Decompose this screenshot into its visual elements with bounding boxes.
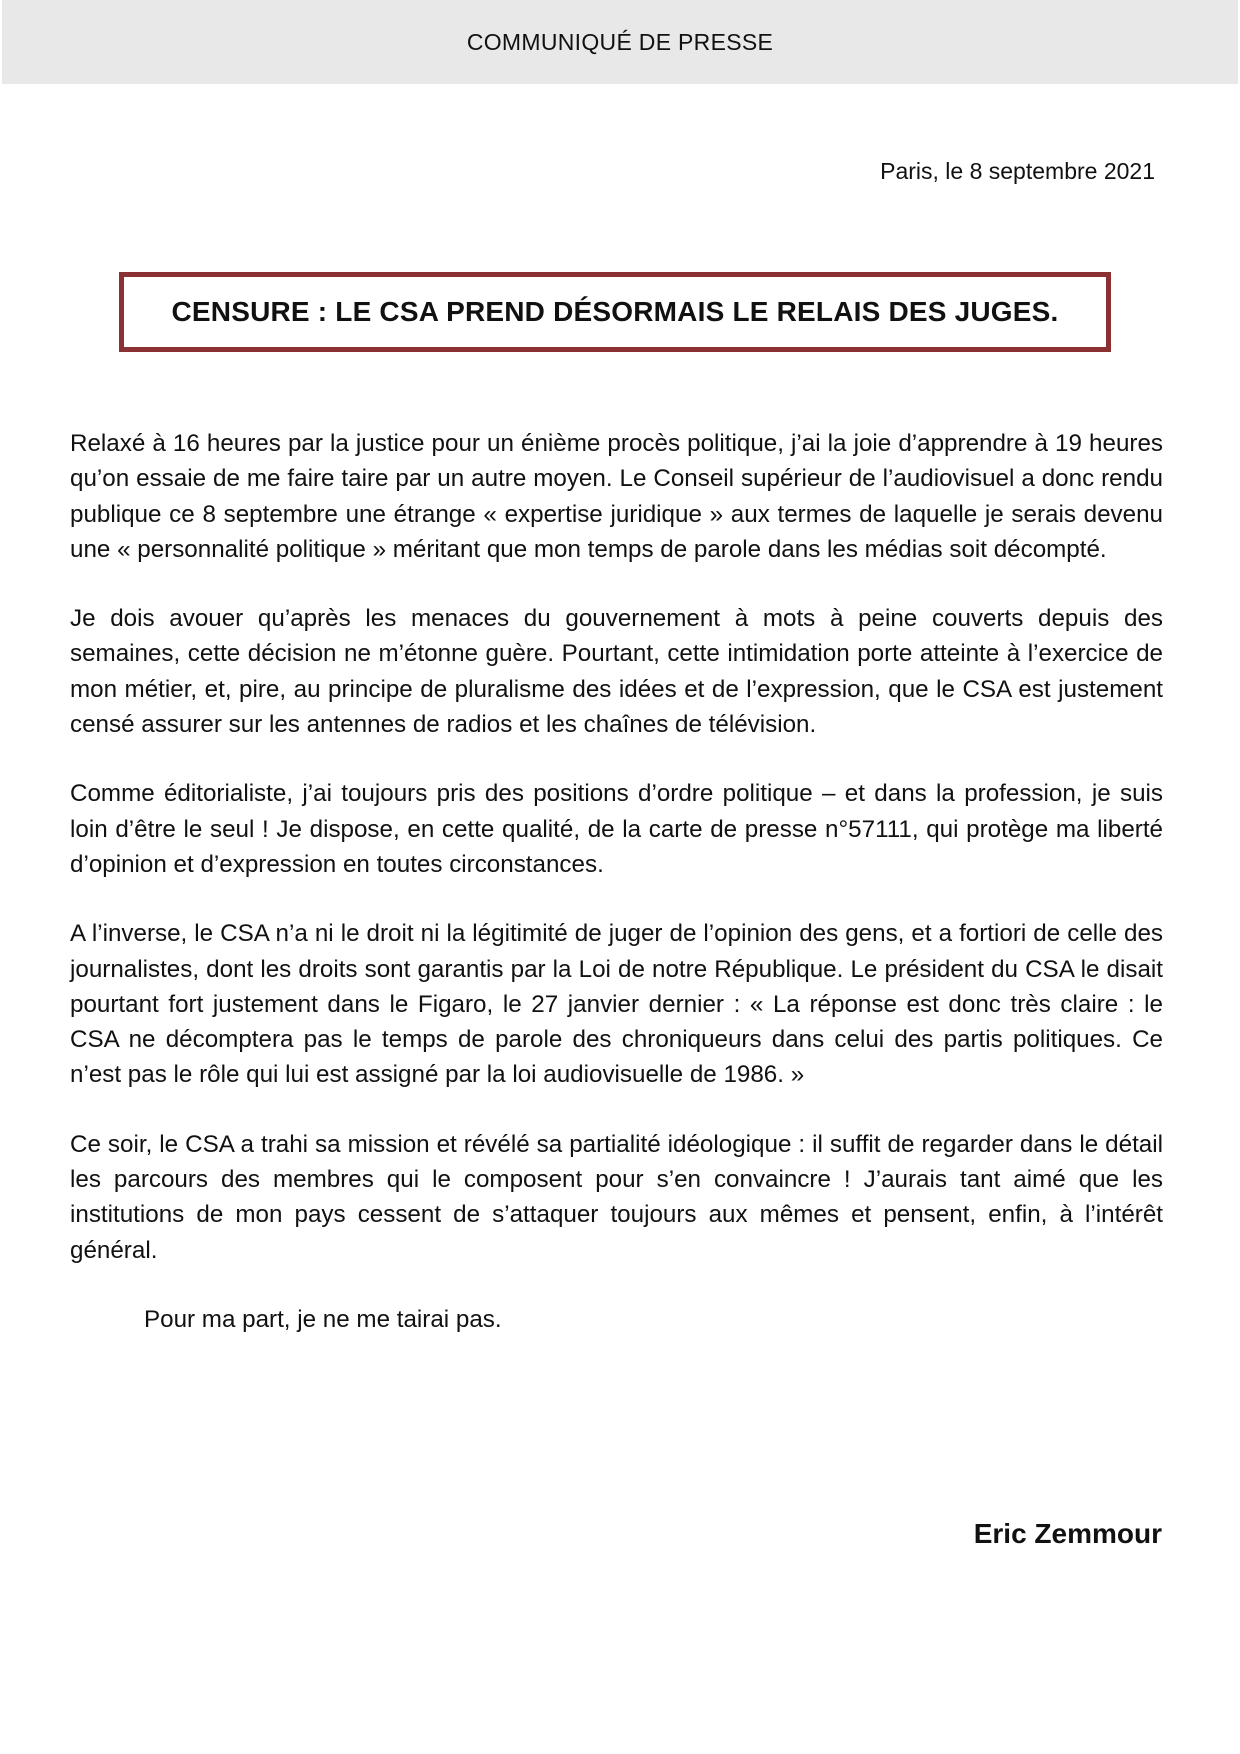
page-title: CENSURE : LE CSA PREND DÉSORMAIS LE RELAIS DES JUGES. xyxy=(171,296,1059,327)
closing-line: Pour ma part, je ne me tairai pas. xyxy=(144,1305,502,1333)
signature: Eric Zemmour xyxy=(973,1518,1162,1549)
body-text xyxy=(70,426,1163,1371)
date-line: Paris, le 8 septembre 2021 xyxy=(880,158,1155,184)
paragraph: Ce soir, le CSA a trahi sa mission et révélé sa partialité idéologique : il suffit de regarder dans le détail les parcours des membres qui le composent pour s’en convaincre ! J’aurais tant aimé que les institutions de mon pays cessent de s’attaquer toujours aux mêmes et pensent, enfin, à l’intérêt général. xyxy=(70,1130,1163,1264)
header-label: COMMUNIQUÉ DE PRESSE xyxy=(466,28,774,55)
paragraph: Comme éditorialiste, j’ai toujours pris des positions d’ordre politique – et dans la profession, je suis loin d’être le seul ! Je dispose, en cette qualité, de la carte de presse n°57111, qui protège ma liberté d’opinion et d’expression en toutes circonstances. xyxy=(70,780,1163,878)
paragraph: A l’inverse, le CSA n’a ni le droit ni la légitimité de juger de l’opinion des gens, et a fortiori de celle des journalistes, dont les droits sont garantis par la Loi de notre République. Le président du CSA le disait pourtant fort justement dans le Figaro, le 27 janvier dernier : « La réponse est donc très claire : le CSA ne décomptera pas le temps de parole des chroniqueurs dans celui des partis politiques. Ce n’est pas le rôle qui lui est assigné par la loi audiovisuelle de 1986. » xyxy=(70,920,1163,1089)
header-band xyxy=(2,0,1238,84)
paragraph: Relaxé à 16 heures par la justice pour un énième procès politique, j’ai la joie d’apprendre à 19 heures qu’on essaie de me faire taire par un autre moyen. Le Conseil supérieur de l’audiovisuel a donc rendu publique ce 8 septembre une étrange « expertise juridique » aux termes de laquelle je serais devenu une « personnalité politique » méritant que mon temps de parole dans les médias soit décompté. xyxy=(70,430,1163,563)
title-box xyxy=(119,272,1111,352)
paragraph: Je dois avouer qu’après les menaces du gouvernement à mots à peine couverts depuis des semaines, cette décision ne m’étonne guère. Pourtant, cette intimidation porte atteinte à l’exercice de mon métier, et, pire, au principe de pluralisme des idées et de l’expression, que le CSA est justement censé assurer sur les antennes de radios et les chaînes de télévision. xyxy=(70,605,1163,739)
